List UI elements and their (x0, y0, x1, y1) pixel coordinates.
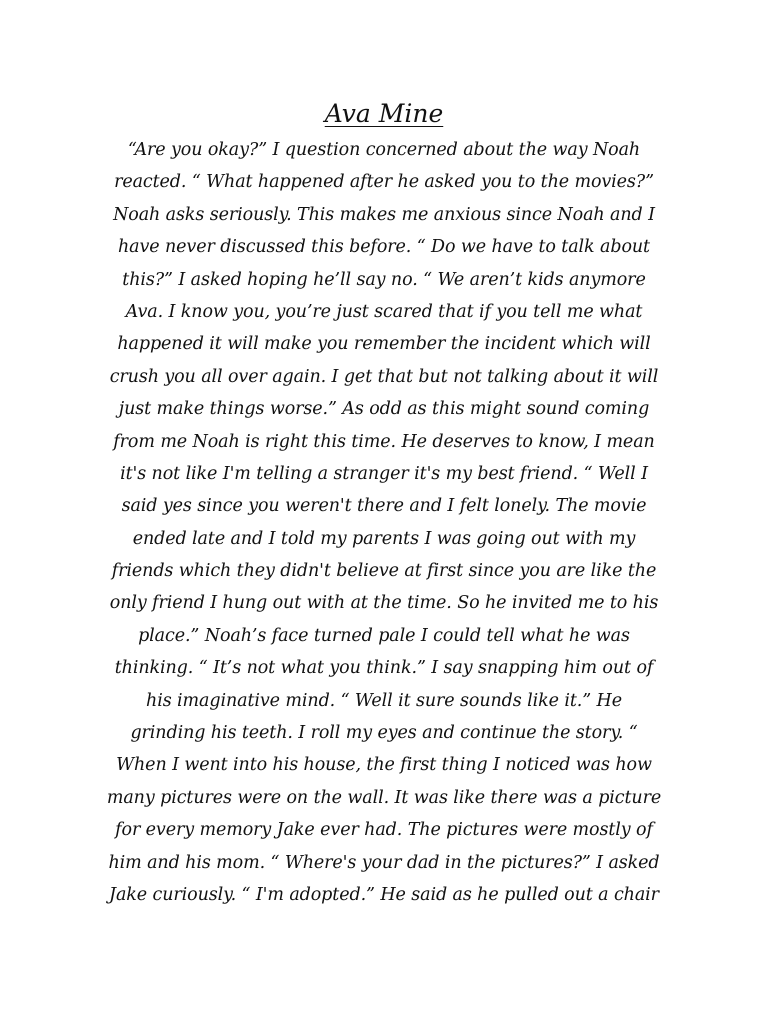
text-line: have never discussed this before. “ Do we have to talk about (118, 237, 650, 258)
text-line: place.” Noah’s face turned pale I could tell what he was (138, 625, 630, 646)
text-line: thinking. “ It’s not what you think.” I say snapping him out of (114, 658, 654, 679)
text-line: only friend I hung out with at the time. So he invited me to his (109, 593, 659, 614)
text-line: “Are you okay?” I question concerned about the way Noah (127, 140, 641, 160)
text-line: said yes since you weren't there and I felt lonely. The movie (121, 496, 647, 517)
text-line: his imaginative mind. “ Well it sure sounds like it.” He (146, 690, 622, 711)
story-body (40, 134, 728, 911)
text-line: this?” I asked hoping he’ll say no. “ We aren’t kids anymore (122, 269, 646, 290)
page-title: Ava Mine (324, 99, 444, 128)
text-line: ended late and I told my parents I was going out with my (132, 528, 636, 549)
text-line: Ava. I know you, you’re just scared that if you tell me what (125, 301, 643, 322)
text-line: for every memory Jake ever had. The pictures were mostly of (115, 820, 653, 841)
text-line: Jake curiously. “ I'm adopted.” He said as he pulled out a chair (109, 884, 659, 905)
text-line: just make things worse.” As odd as this might sound coming (118, 399, 650, 420)
text-line: reacted. “ What happened after he asked you to the movies?” (114, 172, 654, 193)
text-line: happened it will make you remember the incident which will (117, 334, 651, 355)
text-line: many pictures were on the wall. It was like there was a picture (106, 787, 662, 808)
text-line: crush you all over again. I get that but not talking about it will (109, 366, 659, 387)
text-line: it's not like I'm telling a stranger it's my best friend. “ Well I (120, 463, 648, 484)
text-line: friends which they didn't believe at first since you are like the (111, 561, 657, 582)
text-line: Noah asks seriously. This makes me anxious since Noah and I (113, 204, 655, 225)
text-line: from me Noah is right this time. He deserves to know, I mean (113, 431, 655, 452)
text-line: him and his mom. “ Where's your dad in the pictures?” I asked (108, 852, 660, 873)
text-line: When I went into his house, the first thing I noticed was how (116, 755, 652, 776)
text-line: grinding his teeth. I roll my eyes and continue the story. “ (130, 723, 638, 744)
